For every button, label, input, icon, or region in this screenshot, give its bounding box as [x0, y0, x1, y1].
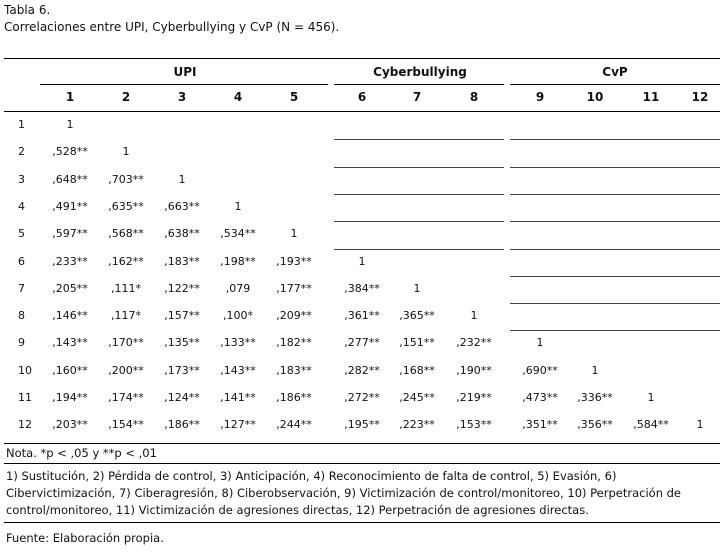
column-header-8: 8: [469, 90, 479, 104]
row-label: 8: [18, 309, 25, 322]
table-cell: ,282**: [344, 364, 380, 377]
row-separator: [510, 167, 720, 168]
table-cell: 1: [470, 309, 478, 322]
row-separator: [334, 194, 504, 195]
table-cell: ,170**: [108, 336, 144, 349]
row-separator: [334, 221, 504, 222]
table-cell: 1: [178, 173, 186, 186]
group-header-upi: UPI: [173, 65, 197, 79]
column-header-2: 2: [121, 90, 131, 104]
table-cell: ,183**: [276, 364, 312, 377]
table-cell: ,534**: [220, 227, 256, 240]
table-cell: ,127**: [220, 418, 256, 431]
table-cell: ,186**: [164, 418, 200, 431]
row-separator: [334, 139, 504, 140]
table-cell: ,209**: [276, 309, 312, 322]
table-source: Fuente: Elaboración propia.: [6, 531, 164, 545]
group-rule-cvp: [510, 84, 720, 85]
row-label: 7: [18, 282, 25, 295]
column-header-4: 4: [233, 90, 243, 104]
row-label: 2: [18, 145, 25, 158]
table-cell: 1: [290, 227, 298, 240]
table-cell: ,160**: [52, 364, 88, 377]
row-label: 11: [18, 391, 32, 404]
table-cell: ,663**: [164, 200, 200, 213]
table-cell: ,143**: [52, 336, 88, 349]
table-cell: ,135**: [164, 336, 200, 349]
table-cell: ,198**: [220, 255, 256, 268]
table-cell: ,233**: [52, 255, 88, 268]
row-label: 6: [18, 255, 25, 268]
table-cell: ,232**: [456, 336, 492, 349]
note-rule: [4, 463, 720, 464]
row-separator: [510, 276, 720, 277]
column-header-11: 11: [642, 90, 660, 104]
table-cell: ,117*: [111, 309, 141, 322]
table-cell: ,384**: [344, 282, 380, 295]
table-cell: ,244**: [276, 418, 312, 431]
header-rule: [4, 111, 720, 112]
table-cell: ,361**: [344, 309, 380, 322]
table-cell: ,648**: [52, 173, 88, 186]
column-header-10: 10: [586, 90, 604, 104]
column-header-12: 12: [691, 90, 709, 104]
row-label: 4: [18, 200, 25, 213]
table-cell: ,168**: [399, 364, 435, 377]
table-cell: ,183**: [164, 255, 200, 268]
table-cell: ,151**: [399, 336, 435, 349]
table-cell: ,182**: [276, 336, 312, 349]
row-separator: [510, 249, 720, 250]
table-cell: ,223**: [399, 418, 435, 431]
table-cell: 1: [66, 118, 74, 131]
row-separator: [510, 221, 720, 222]
group-header-cyberbullying: Cyberbullying: [373, 65, 467, 79]
table-cell: ,195**: [344, 418, 380, 431]
row-separator: [510, 139, 720, 140]
row-separator: [510, 330, 720, 331]
table-cell: ,277**: [344, 336, 380, 349]
table-cell: ,177**: [276, 282, 312, 295]
column-header-6: 6: [357, 90, 367, 104]
table-cell: ,703**: [108, 173, 144, 186]
table-cell: ,133**: [220, 336, 256, 349]
row-label: 5: [18, 227, 25, 240]
table-cell: ,597**: [52, 227, 88, 240]
table-cell: ,193**: [276, 255, 312, 268]
variable-legend: 1) Sustitución, 2) Pérdida de control, 3) Anticipación, 4) Reconocimiento de falta de control, 5) Evasión, 6) Cibervictimización, 7) Ciberagresión, 8) Ciberobservación, 9) Victimización de control/monitoreo, 10) Perpetración de control/monitoreo, 11) Victimización de agresiones directas, 12) Perpetración de agresiones directas.: [6, 469, 682, 517]
table-cell: ,638**: [164, 227, 200, 240]
significance-note: Nota. *p < ,05 y **p < ,01: [6, 446, 157, 460]
table-cell: 1: [413, 282, 421, 295]
table-cell: ,111*: [111, 282, 141, 295]
table-cell: ,203**: [52, 418, 88, 431]
table-cell: ,186**: [276, 391, 312, 404]
table-cell: ,173**: [164, 364, 200, 377]
column-header-5: 5: [289, 90, 299, 104]
row-label: 9: [18, 336, 25, 349]
row-separator: [334, 167, 504, 168]
table-cell: ,568**: [108, 227, 144, 240]
group-rule-upi: [40, 84, 328, 85]
table-cell: ,162**: [108, 255, 144, 268]
table-cell: ,190**: [456, 364, 492, 377]
table-cell: ,351**: [522, 418, 558, 431]
table-cell: ,584**: [633, 418, 669, 431]
table-cell: ,272**: [344, 391, 380, 404]
table-cell: ,365**: [399, 309, 435, 322]
legend-rule: [4, 522, 720, 523]
table-caption: Correlaciones entre UPI, Cyberbullying y CvP (N = 456).: [4, 20, 340, 34]
table-cell: ,174**: [108, 391, 144, 404]
row-separator: [334, 249, 504, 250]
bottom-rule: [4, 443, 720, 444]
group-header-cvp: CvP: [602, 65, 628, 79]
table-cell: ,122**: [164, 282, 200, 295]
table-cell: ,205**: [52, 282, 88, 295]
row-label: 1: [18, 118, 25, 131]
row-label: 10: [18, 364, 32, 377]
table-cell: ,154**: [108, 418, 144, 431]
table-cell: ,219**: [456, 391, 492, 404]
column-header-3: 3: [177, 90, 187, 104]
table-cell: ,157**: [164, 309, 200, 322]
table-cell: 1: [536, 336, 544, 349]
row-separator: [510, 303, 720, 304]
table-cell: ,100*: [223, 309, 253, 322]
table-cell: 1: [122, 145, 130, 158]
table-cell: ,079: [225, 282, 251, 295]
row-separator: [510, 194, 720, 195]
table-cell: 1: [358, 255, 366, 268]
table-cell: 1: [696, 418, 704, 431]
table-cell: 1: [647, 391, 655, 404]
column-header-7: 7: [412, 90, 422, 104]
column-header-1: 1: [65, 90, 75, 104]
table-cell: ,336**: [577, 391, 613, 404]
table-cell: ,528**: [52, 145, 88, 158]
table-label: Tabla 6.: [4, 3, 51, 17]
table-cell: 1: [591, 364, 599, 377]
table-cell: ,200**: [108, 364, 144, 377]
table-cell: ,146**: [52, 309, 88, 322]
table-cell: ,356**: [577, 418, 613, 431]
table-cell: 1: [234, 200, 242, 213]
table-cell: ,143**: [220, 364, 256, 377]
table-cell: ,194**: [52, 391, 88, 404]
group-rule-cyberbullying: [334, 84, 504, 85]
table-cell: ,491**: [52, 200, 88, 213]
table-cell: ,635**: [108, 200, 144, 213]
table-cell: ,245**: [399, 391, 435, 404]
table-cell: ,124**: [164, 391, 200, 404]
row-label: 12: [18, 418, 32, 431]
column-header-9: 9: [535, 90, 545, 104]
table-cell: ,153**: [456, 418, 492, 431]
table-cell: ,690**: [522, 364, 558, 377]
table-cell: ,473**: [522, 391, 558, 404]
row-label: 3: [18, 173, 25, 186]
top-rule: [4, 58, 720, 59]
table-cell: ,141**: [220, 391, 256, 404]
